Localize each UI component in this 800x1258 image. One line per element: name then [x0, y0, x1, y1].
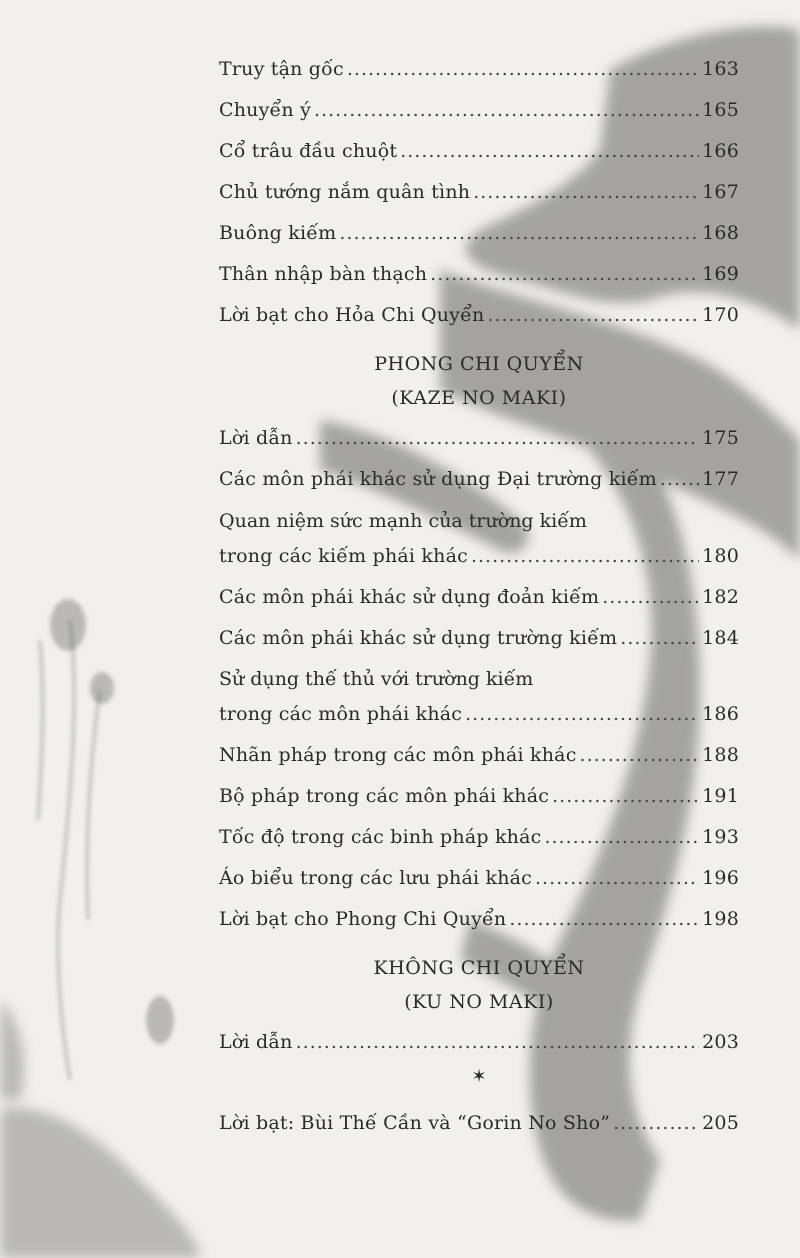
entry-page: 186 [702, 703, 739, 725]
entry-page: 188 [702, 744, 739, 766]
dot-leader [509, 906, 699, 932]
entry-title: Truy tận gốc [219, 58, 344, 80]
entry-title: Các môn phái khác sử dụng Đại trường kiếm [219, 468, 657, 490]
entry-title: Lời bạt cho Phong Chi Quyển [219, 908, 507, 930]
dot-leader [471, 543, 699, 569]
toc-entry[interactable] [219, 906, 739, 932]
entry-page: 182 [702, 586, 739, 608]
dot-leader [620, 625, 699, 651]
toc-entry[interactable] [219, 783, 739, 809]
entry-title-line1: Quan niệm sức mạnh của trường kiếm [219, 510, 587, 532]
toc-entry[interactable] [219, 97, 739, 123]
dot-leader [296, 425, 700, 451]
entry-page: 169 [702, 263, 739, 285]
toc-entry[interactable] [219, 261, 739, 287]
entry-page: 180 [702, 545, 739, 567]
toc-entry[interactable] [219, 1029, 739, 1055]
entry-title: Lời dẫn [219, 1031, 293, 1053]
section-subheading: (KAZE NO MAKI) [391, 387, 567, 409]
toc-entry[interactable] [219, 56, 739, 82]
section-heading: KHÔNG CHI QUYỂN [373, 957, 585, 979]
entry-title: trong các môn phái khác [219, 703, 463, 725]
dot-leader [660, 466, 699, 492]
entry-page: 203 [702, 1031, 739, 1053]
dot-leader [430, 261, 699, 287]
entry-title: trong các kiếm phái khác [219, 545, 468, 567]
toc-entry[interactable] [219, 701, 739, 727]
entry-title: Bộ pháp trong các môn phái khác [219, 785, 550, 807]
toc-entry[interactable] [219, 824, 739, 850]
dot-leader [613, 1110, 699, 1136]
entry-title: Lời dẫn [219, 427, 293, 449]
toc-entry[interactable] [219, 1110, 739, 1136]
entry-page: 163 [702, 58, 739, 80]
section-heading: PHONG CHI QUYỂN [374, 353, 584, 375]
entry-title: Chuyển ý [219, 99, 312, 121]
dot-leader [487, 302, 699, 328]
entry-page: 205 [702, 1112, 739, 1134]
dot-leader [552, 783, 699, 809]
entry-page: 198 [702, 908, 739, 930]
toc-entry[interactable] [219, 625, 739, 651]
entry-page: 165 [702, 99, 739, 121]
dot-leader [296, 1029, 700, 1055]
entry-title: Áo biểu trong các lưu phái khác [219, 867, 533, 889]
entry-title: Lời bạt cho Hỏa Chi Quyển [219, 304, 485, 326]
toc-entry[interactable] [219, 138, 739, 164]
dot-leader [535, 865, 699, 891]
toc-entry[interactable] [219, 179, 739, 205]
entry-title: Lời bạt: Bùi Thế Cần và “Gorin No Sho” [219, 1112, 611, 1134]
toc-entry[interactable] [219, 584, 739, 610]
entry-title-line1: Sử dụng thế thủ với trường kiếm [219, 668, 534, 690]
entry-title: Buông kiếm [219, 222, 337, 244]
entry-page: 193 [702, 826, 739, 848]
dot-leader [473, 179, 699, 205]
entry-title: Cổ trâu đầu chuột [219, 140, 398, 162]
toc-entry[interactable] [219, 220, 739, 246]
dot-leader [580, 742, 700, 768]
toc-entry[interactable] [219, 302, 739, 328]
dot-leader [314, 97, 699, 123]
entry-title: Tốc độ trong các binh pháp khác [219, 826, 542, 848]
toc-entry[interactable] [219, 466, 739, 492]
entry-title: Các môn phái khác sử dụng trường kiếm [219, 627, 618, 649]
entry-title: Nhãn pháp trong các môn phái khác [219, 744, 577, 766]
toc-entry[interactable] [219, 425, 739, 451]
entry-page: 166 [702, 140, 739, 162]
dot-leader [347, 56, 699, 82]
dot-leader [339, 220, 699, 246]
toc-entry[interactable] [219, 865, 739, 891]
entry-page: 168 [702, 222, 739, 244]
dot-leader [544, 824, 699, 850]
entry-page: 196 [702, 867, 739, 889]
entry-page: 184 [702, 627, 739, 649]
dot-leader [602, 584, 699, 610]
toc-entry[interactable] [219, 543, 739, 569]
dot-leader [400, 138, 699, 164]
star-separator-icon: ✶ [471, 1066, 487, 1087]
section-subheading: (KU NO MAKI) [404, 991, 554, 1013]
entry-page: 177 [702, 468, 739, 490]
dot-leader [465, 701, 699, 727]
toc-entry[interactable] [219, 742, 739, 768]
entry-title: Chủ tướng nắm quân tình [219, 181, 471, 203]
entry-title: Thân nhập bàn thạch [219, 263, 428, 285]
entry-page: 175 [702, 427, 739, 449]
entry-page: 170 [702, 304, 739, 326]
entry-title: Các môn phái khác sử dụng đoản kiếm [219, 586, 600, 608]
entry-page: 167 [702, 181, 739, 203]
entry-page: 191 [702, 785, 739, 807]
